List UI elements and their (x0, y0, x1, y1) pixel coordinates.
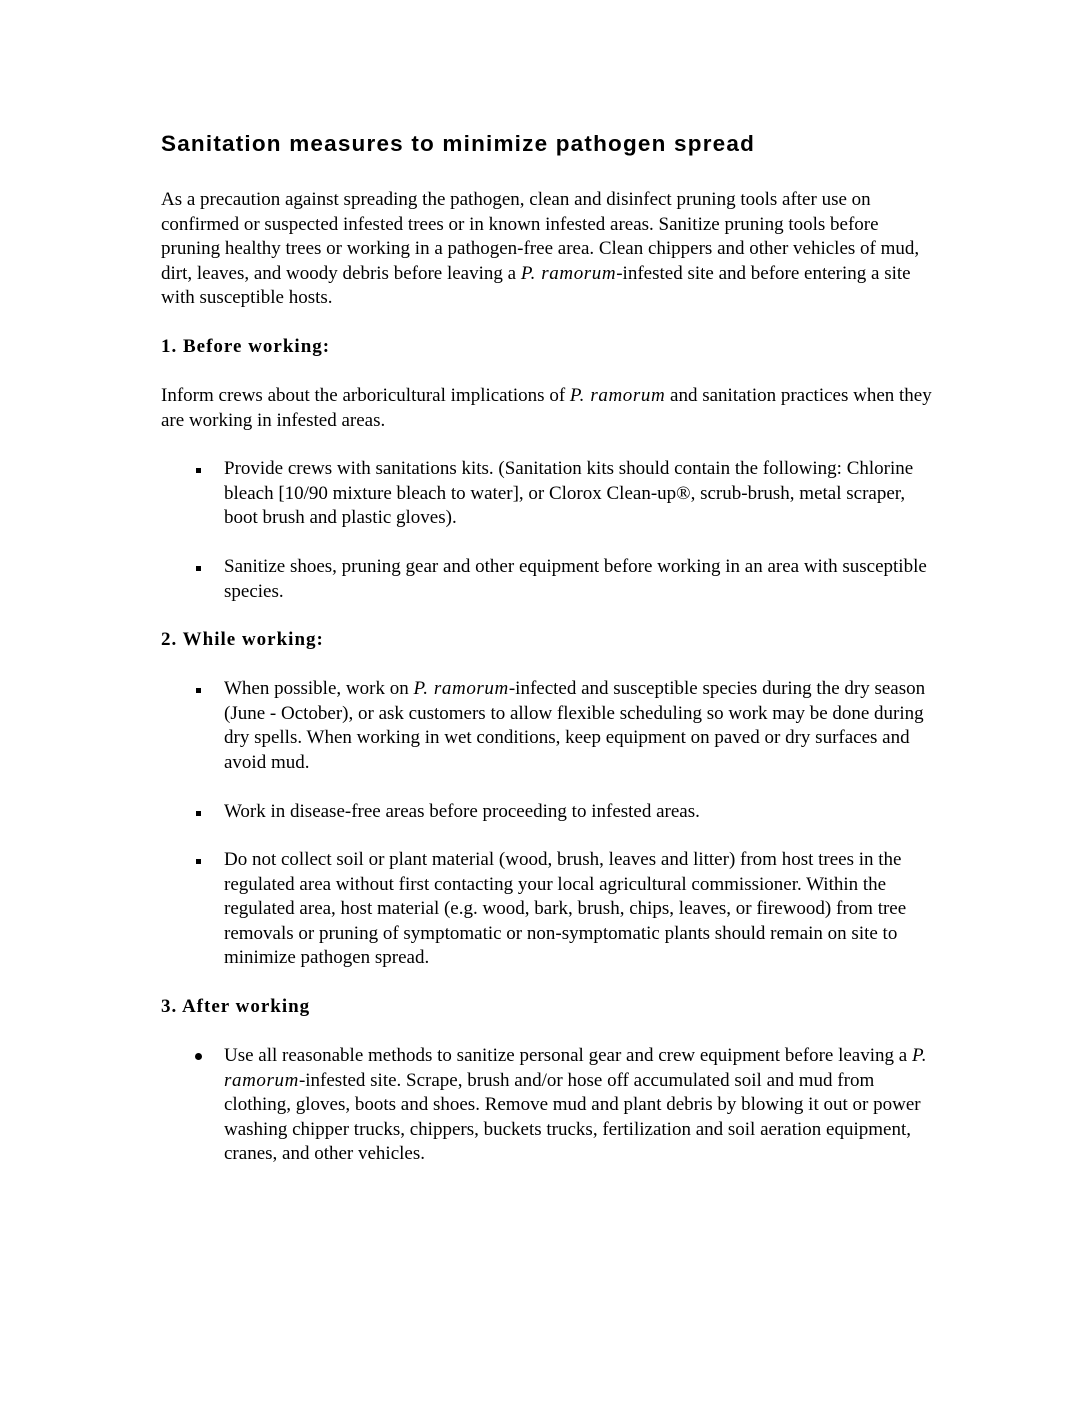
list-item (161, 457, 941, 531)
list-item-text: Do not collect soil or plant material (wood, brush, leaves and litter) from host trees in the regulated area without first contacting your local agricultural commissioner. Within the regulated area, host material (e.g. wood, bark, brush, chips, leaves, or firewood) from tree removals or pruning of symptomatic or non-symptomatic plants should remain on site to minimize pathogen spread. (224, 849, 907, 969)
list-item-text: Sanitize shoes, pruning gear and other equipment before working in an area with susceptible species. (224, 555, 927, 602)
list-item (161, 677, 941, 775)
section-3-list (161, 1044, 941, 1167)
list-item (161, 1044, 941, 1167)
section-1-text-1: Inform crews about the arboricultural implications of (161, 384, 570, 406)
list-item-text: Provide crews with sanitations kits. (Sanitation kits should contain the following: Chlorine bleach [10/90 mixture bleach to water], or Clorox Clean-up®, scrub-brush, metal scraper, boot brush and plastic gloves). (224, 458, 914, 529)
list-item (161, 555, 941, 604)
list-item (161, 800, 941, 825)
square-bullet-icon (196, 859, 201, 864)
list-item-species-name: P. ramorum (224, 1045, 928, 1091)
section-heading-while-working: 2. While working: (161, 629, 324, 651)
list-item-text-1: When possible, work on (224, 678, 414, 700)
square-bullet-icon (196, 811, 201, 816)
square-bullet-icon (196, 688, 201, 693)
section-1-species-name: P. ramorum (569, 384, 666, 406)
intro-paragraph (161, 188, 941, 311)
intro-text-1: As a precaution against spreading the pathogen, clean and disinfect pruning tools after use on confirmed or suspected infested trees or in known infested areas. Sanitize pruning tools before pruning healthy trees or working in a pathogen-free area. Clean chippers and other vehicles of mud, dirt, leaves, and woody debris before leaving a (161, 189, 920, 284)
intro-text-2: -infested site and before entering a site with susceptible hosts. (161, 262, 911, 309)
square-bullet-icon (196, 468, 201, 473)
square-bullet-icon (196, 566, 201, 571)
document-page (161, 128, 941, 1191)
section-heading-after-working: 3. After working (161, 996, 311, 1018)
list-item-species-name: P. ramorum (413, 678, 509, 700)
section-2-list (161, 677, 941, 971)
section-1-paragraph (161, 384, 941, 433)
list-item-text-1: Use all reasonable methods to sanitize personal gear and crew equipment before leaving a (224, 1045, 912, 1067)
list-item-text: Work in disease-free areas before proceeding to infested areas. (224, 800, 700, 822)
section-1-list (161, 457, 941, 604)
round-bullet-icon (195, 1053, 202, 1060)
section-heading-before-working: 1. Before working: (161, 335, 331, 357)
page-title: Sanitation measures to minimize pathogen spread (161, 131, 756, 156)
section-1-text-2: and sanitation practices when they are working in infested areas. (161, 384, 932, 431)
list-item-text-2: -infested site. Scrape, brush and/or hose off accumulated soil and mud from clothing, gloves, boots and shoes. Remove mud and plant debris by blowing it out or power washing chipper trucks, chippers, buckets trucks, fertilization and soil aeration equipment, cranes, and other vehicles. (224, 1069, 921, 1165)
intro-species-name: P. ramorum (520, 262, 617, 284)
list-item (161, 848, 941, 971)
list-item-text-2: -infected and susceptible species during the dry season (June - October), or ask customers to allow flexible scheduling so work may be done during dry spells. When working in wet conditions, keep equipment on paved or dry surfaces and avoid mud. (224, 678, 926, 773)
